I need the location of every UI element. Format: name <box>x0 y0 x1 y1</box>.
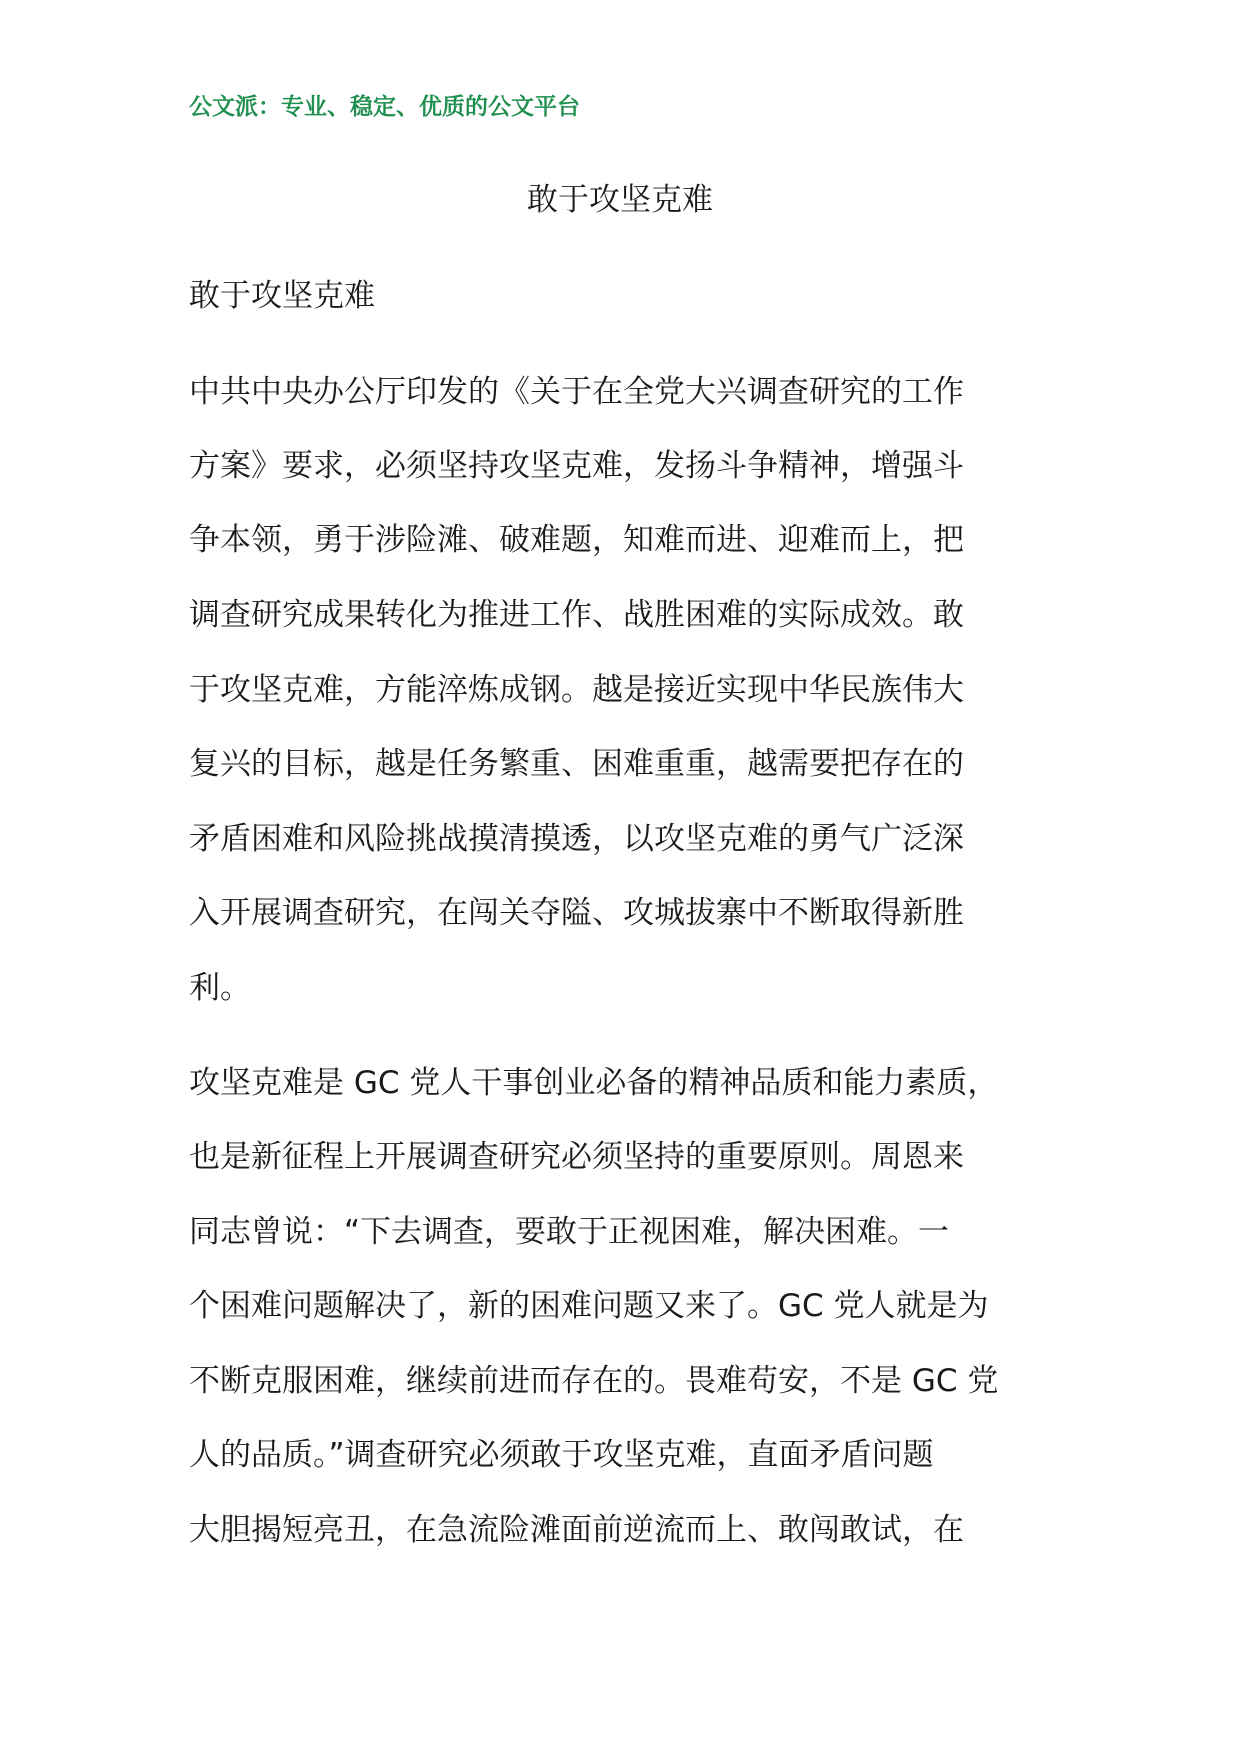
body-line: 矛盾困难和风险挑战摸清摸透，以攻坚克难的勇气广泛深 <box>189 821 964 857</box>
body-line: 于攻坚克难，方能淬炼成钢。越是接近实现中华民族伟大 <box>189 672 964 708</box>
body-line: 复兴的目标，越是任务繁重、困难重重，越需要把存在的 <box>189 746 964 782</box>
body-line: 人的品质。”调查研究必须敢于攻坚克难，直面矛盾问题 <box>189 1437 934 1473</box>
body-line: 中共中央办公厅印发的《关于在全党大兴调查研究的工作 <box>189 374 964 410</box>
body-line: 个困难问题解决了，新的困难问题又来了。GC 党人就是为 <box>189 1288 989 1324</box>
body-line: 不断克服困难，继续前进而存在的。畏难苟安，不是 GC 党 <box>189 1363 999 1399</box>
body-line: 入开展调查研究，在闯关夺隘、攻城拔寨中不断取得新胜 <box>189 895 964 931</box>
body-line: 方案》要求，必须坚持攻坚克难，发扬斗争精神，增强斗 <box>189 448 964 484</box>
site-header: 公文派：专业、稳定、优质的公文平台 <box>189 94 580 120</box>
body-line: 利。 <box>189 970 251 1006</box>
body-line: 争本领，勇于涉险滩、破难题，知难而进、迎难而上，把 <box>189 522 964 558</box>
body-line: 攻坚克难是 GC 党人干事创业必备的精神品质和能力素质， <box>189 1065 999 1101</box>
body-line: 大胆揭短亮丑，在急流险滩面前逆流而上、敢闯敢试，在 <box>189 1512 964 1548</box>
document-title: 敢于攻坚克难 <box>527 182 713 218</box>
body-line: 也是新征程上开展调查研究必须坚持的重要原则。周恩来 <box>189 1139 964 1175</box>
body-line: 调查研究成果转化为推进工作、战胜困难的实际成效。敢 <box>189 597 964 633</box>
body-line: 同志曾说：“下去调查，要敢于正视困难，解决困难。一 <box>189 1214 950 1250</box>
document-subtitle: 敢于攻坚克难 <box>189 278 375 314</box>
